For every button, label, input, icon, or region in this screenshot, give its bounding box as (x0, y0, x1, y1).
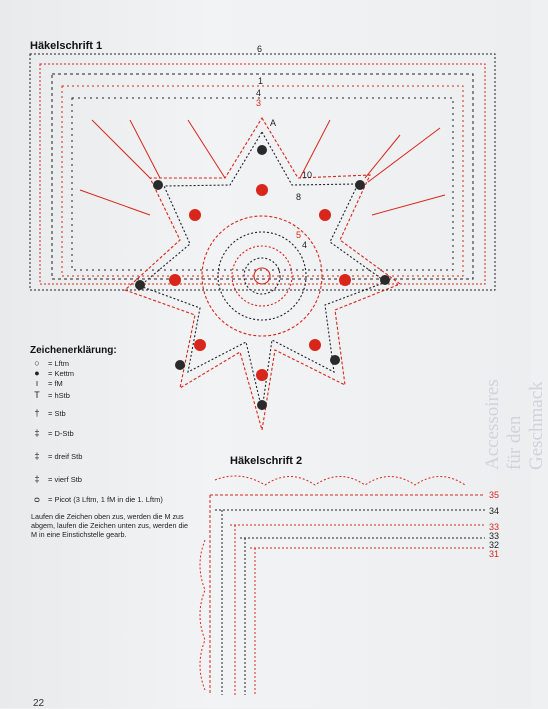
legend-row-stb: † = Stb (30, 408, 66, 418)
chart1-label-1: 1 (258, 76, 264, 86)
chart2-row-35: 35 (489, 490, 500, 500)
chart2-row-32: 32 (489, 540, 500, 550)
legend-row-lftm: ○ = Lftm (30, 358, 69, 368)
chart2-title: Häkelschrift 2 (230, 455, 303, 467)
legend-row-dstb: ‡ = D-Stb (30, 428, 74, 438)
chart2-row-33a: 33 (489, 522, 500, 532)
chart1-label-8: 8 (296, 192, 302, 202)
chain-icon: ○ (34, 358, 40, 368)
treble-icon: ‡ (34, 428, 40, 438)
chart1-label-a: A (270, 118, 277, 128)
quad-treble-icon: ‡ (34, 474, 40, 484)
chart1-label-10: 10 (302, 170, 313, 180)
chart1-label-4b: 4 (302, 240, 308, 250)
chart1-border (30, 54, 495, 290)
legend-row-picot: ᴑ = Picot (3 Lftm, 1 fM in die 1. Lftm) (30, 494, 163, 504)
chart1-label-6: 6 (257, 44, 263, 54)
background-heading: Accessoires für den Geschmack (482, 379, 547, 470)
chart2-row-33b: 33 (489, 531, 500, 541)
chart1-connectors (80, 120, 445, 215)
crochet-chart-2 (200, 476, 485, 695)
chart1-label-5: 5 (296, 230, 302, 240)
chart1-label-3: 3 (256, 98, 262, 108)
slip-stitch-icon: ● (34, 368, 40, 378)
legend-row-dreif: ‡ = dreif Stb (30, 451, 82, 461)
chart2-row-34: 34 (489, 506, 500, 516)
double-crochet-icon: † (34, 408, 40, 418)
single-crochet-icon: ı (35, 378, 39, 388)
chart2-row-31: 31 (489, 549, 500, 559)
legend-title: Zeichenerklärung: (30, 345, 117, 356)
picot-icon: ᴑ (34, 494, 40, 504)
chart1-title: Häkelschrift 1 (30, 40, 103, 52)
legend-row-hstb: T = hStb (30, 390, 70, 400)
page-number: 22 (33, 698, 45, 709)
half-double-icon: T (34, 390, 40, 400)
legend-note: Laufen die Zeichen oben zus, werden die M zus abgem, laufen die Zeichen unten zus, werden die M in eine Einstichstelle gearb. (31, 512, 189, 539)
legend-row-kettm: ● = Kettm (30, 368, 74, 378)
chart1-label-4: 4 (256, 88, 262, 98)
legend-row-vierf: ‡ = vierf Stb (30, 474, 82, 484)
triple-treble-icon: ‡ (34, 451, 40, 461)
legend-row-fm: ı = fM (30, 378, 63, 388)
chart1-fans (169, 184, 351, 381)
chart1-star (125, 118, 400, 430)
